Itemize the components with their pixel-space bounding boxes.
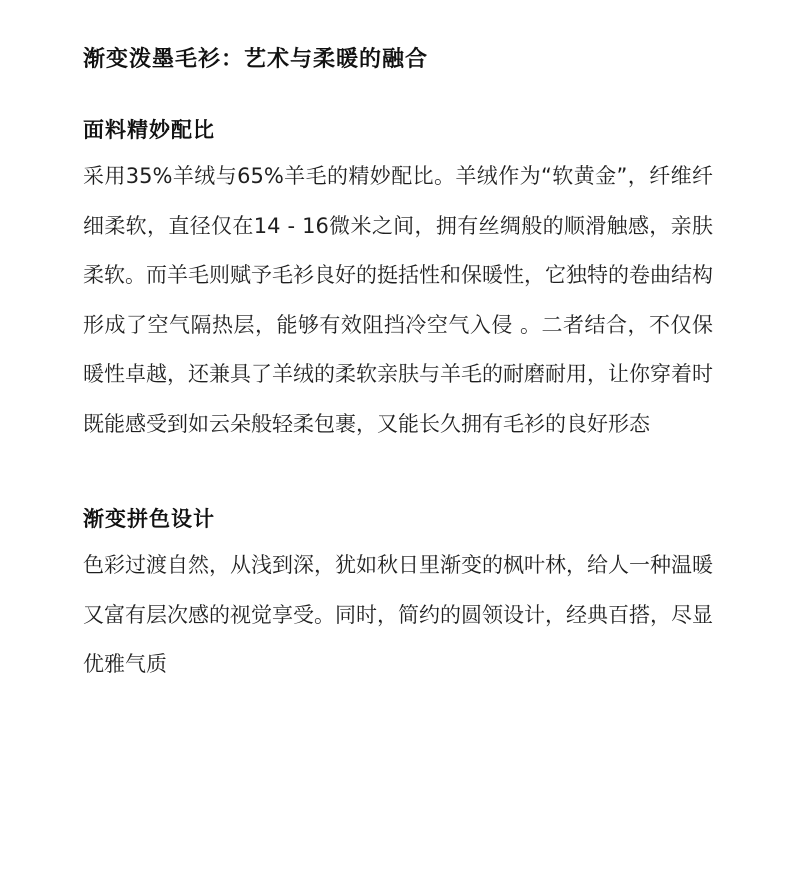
section-body: 采用35%羊绒与65%羊毛的精妙配比。羊绒作为“软黄金”，纤维纤细柔软，直径仅在14 - 16微米之间，拥有丝绸般的顺滑触感，亲肤柔软。而羊毛则赋予毛衫良好的挺括性和保暖性，它独特的卷曲结构形成了空气隔热层，能够有效阻挡冷空气入侵 。二者结合，不仅保暖性卓越，还兼具了羊绒的柔软亲肤与羊毛的耐磨耐用，让你穿着时既能感受到如云朵般轻柔包裹，又能长久拥有毛衫的良好形态 xyxy=(83,164,713,436)
article xyxy=(83,40,713,690)
section-body: 色彩过渡自然，从浅到深，犹如秋日里渐变的枫叶林，给人一种温暖又富有层次感的视觉享受。同时，简约的圆领设计，经典百搭，尽显优雅气质 xyxy=(83,553,713,676)
section-fabric-ratio xyxy=(83,110,713,449)
article-title: 渐变泼墨毛衫：艺术与柔暖的融合 xyxy=(83,47,429,72)
section-heading: 渐变拼色设计 xyxy=(83,507,215,531)
section-heading: 面料精妙配比 xyxy=(83,118,215,142)
section-gradient-design xyxy=(83,499,713,690)
